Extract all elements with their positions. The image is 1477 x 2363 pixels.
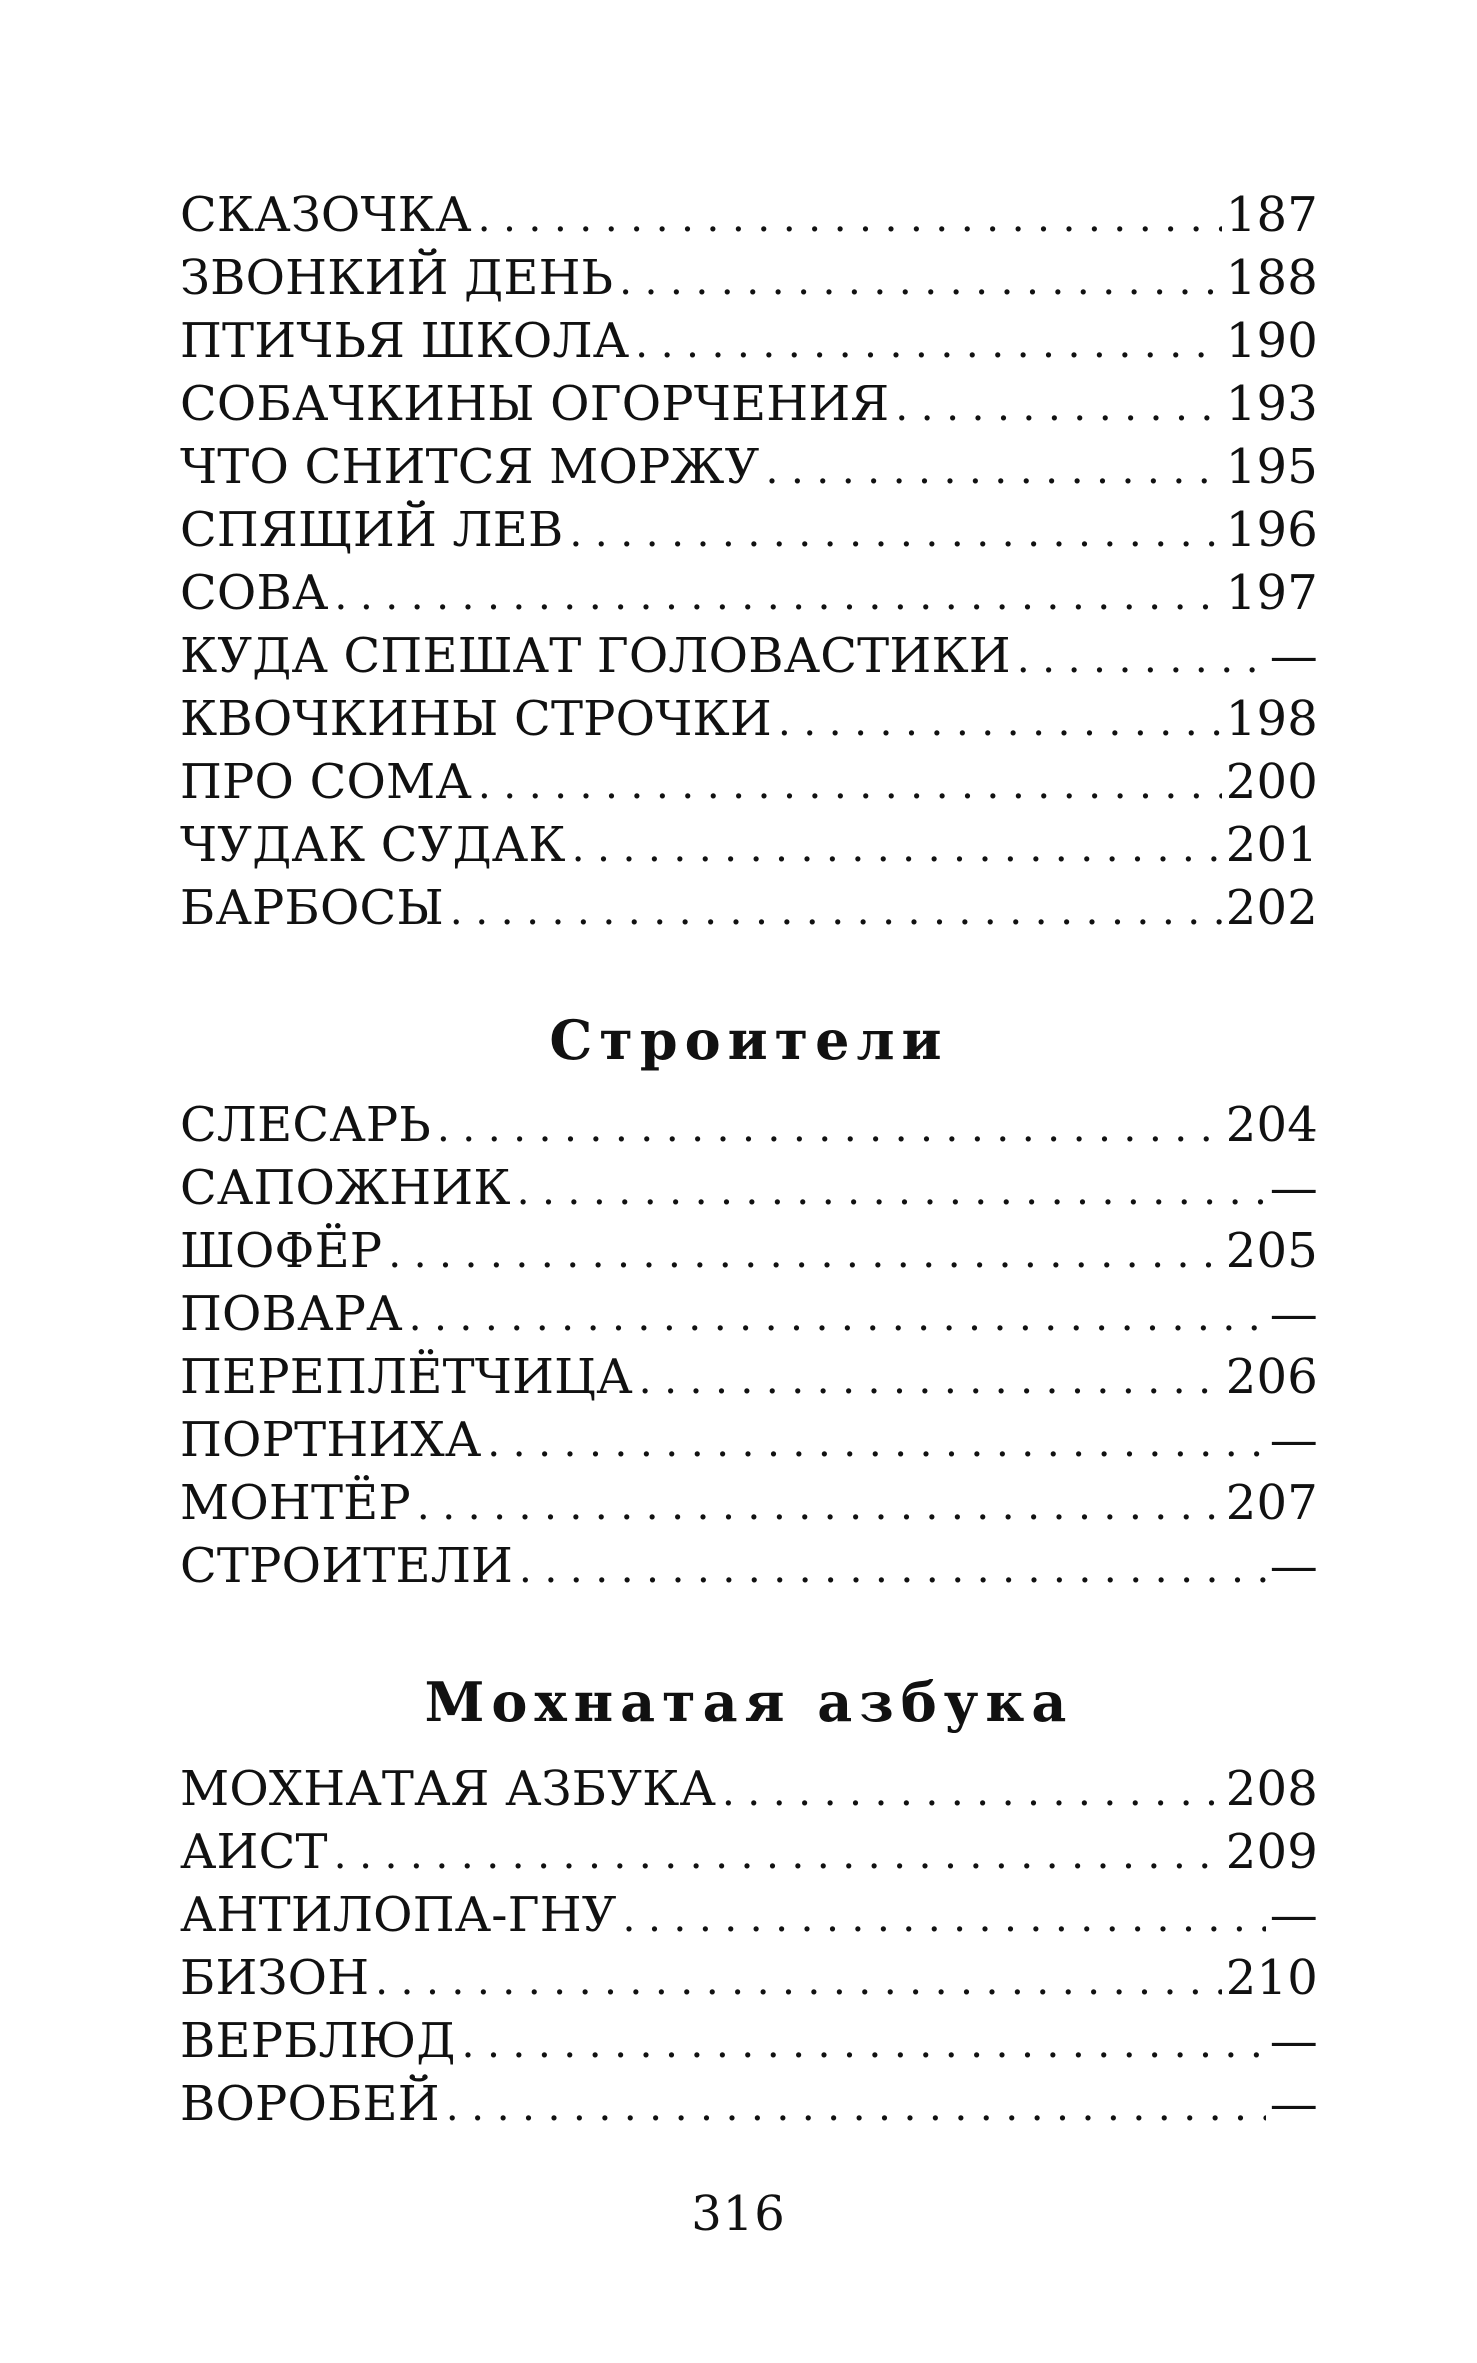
dot-leader	[478, 187, 1222, 250]
toc-entry-page: —	[1269, 1887, 1318, 1943]
toc-section-builders	[180, 1004, 1318, 1598]
toc-entry	[180, 814, 1318, 877]
toc-entry	[180, 1472, 1318, 1535]
toc-entry-page: —	[1269, 1412, 1318, 1468]
toc-entry-title: ПЕРЕПЛЁТЧИЦА	[180, 1349, 633, 1405]
dot-leader	[639, 1349, 1222, 1412]
toc-entry	[180, 877, 1318, 940]
toc-entry-page: —	[1269, 1538, 1318, 1594]
toc-entry	[180, 1346, 1318, 1409]
toc-entry-page: —	[1269, 2076, 1318, 2132]
dot-leader	[623, 1887, 1266, 1950]
dot-leader	[569, 502, 1221, 565]
toc-entry-page: 190	[1225, 313, 1318, 369]
toc-entry-page: 200	[1225, 754, 1318, 810]
toc-entry-page: 209	[1225, 1824, 1318, 1880]
toc-entry-page: 188	[1225, 250, 1318, 306]
toc-entry	[180, 1094, 1318, 1157]
toc-entry	[180, 2010, 1318, 2073]
section-heading: Мохнатая азбука	[424, 1670, 1074, 1734]
toc-entry-title: ЧУДАК СУДАК	[180, 817, 566, 873]
toc-entry-page: 198	[1225, 691, 1318, 747]
toc-entry-page: 204	[1225, 1097, 1318, 1153]
dot-leader	[437, 1097, 1222, 1160]
toc-entry-title: АИСТ	[180, 1824, 328, 1880]
toc-entry-title: ЗВОНКИЙ ДЕНЬ	[180, 250, 614, 306]
toc-entry-title: КВОЧКИНЫ СТРОЧКИ	[180, 691, 772, 747]
toc-entry-title: АНТИЛОПА-ГНУ	[180, 1887, 617, 1943]
dot-leader	[778, 691, 1222, 754]
toc-entry	[180, 1535, 1318, 1598]
toc-entry	[180, 1884, 1318, 1947]
dot-leader	[417, 1475, 1222, 1538]
dot-leader	[334, 1824, 1222, 1887]
toc-entry-page: 195	[1225, 439, 1318, 495]
toc-entry-title: БАРБОСЫ	[180, 880, 444, 936]
toc-entry-title: ВЕРБЛЮД	[180, 2013, 456, 2069]
toc-entry	[180, 1409, 1318, 1472]
toc-entry-title: СОБАЧКИНЫ ОГОРЧЕНИЯ	[180, 376, 890, 432]
dot-leader	[409, 1286, 1266, 1349]
toc-entry-title: МОХНАТАЯ АЗБУКА	[180, 1761, 716, 1817]
toc-entry-page: 210	[1225, 1950, 1318, 2006]
toc-entry-title: КУДА СПЕШАТ ГОЛОВАСТИКИ	[180, 628, 1011, 684]
toc-entry-page: —	[1269, 2013, 1318, 2069]
toc-entry-page: —	[1269, 628, 1318, 684]
dot-leader	[487, 1412, 1265, 1475]
toc-entry	[180, 1821, 1318, 1884]
toc-entry-page: 197	[1225, 565, 1318, 621]
toc-entry	[180, 562, 1318, 625]
dot-leader	[519, 1538, 1266, 1601]
toc-entry-title: ПТИЧЬЯ ШКОЛА	[180, 313, 630, 369]
toc-entry-page: 205	[1225, 1223, 1318, 1279]
toc-entry-page: 193	[1225, 376, 1318, 432]
toc-entry-page: 208	[1225, 1761, 1318, 1817]
toc-entry	[180, 373, 1318, 436]
toc-entry	[180, 688, 1318, 751]
toc-entry-title: БИЗОН	[180, 1950, 370, 2006]
toc-entry	[180, 1157, 1318, 1220]
toc-entry-title: СТРОИТЕЛИ	[180, 1538, 514, 1594]
toc-entry-page: 196	[1225, 502, 1318, 558]
toc-entry-title: ВОРОБЕЙ	[180, 2076, 440, 2132]
toc-entry	[180, 310, 1318, 373]
dot-leader	[446, 2076, 1266, 2139]
dot-leader	[572, 817, 1222, 880]
toc-entry	[180, 1283, 1318, 1346]
toc-entry	[180, 1220, 1318, 1283]
toc-entry-page: 187	[1225, 187, 1318, 243]
toc-entry	[180, 247, 1318, 310]
dot-leader	[635, 313, 1221, 376]
page-number: 316	[691, 2186, 786, 2242]
toc-entry	[180, 1758, 1318, 1821]
toc-entry-title: СПЯЩИЙ ЛЕВ	[180, 502, 564, 558]
toc-entry-page: 206	[1225, 1349, 1318, 1405]
dot-leader	[619, 250, 1222, 313]
dot-leader	[450, 880, 1222, 943]
toc-entry-title: ПРО СОМА	[180, 754, 472, 810]
toc-list	[180, 1758, 1318, 2136]
toc-entry-title: ПОРТНИХА	[180, 1412, 482, 1468]
toc-entry-title: СЛЕСАРЬ	[180, 1097, 431, 1153]
section-heading: Строители	[549, 1008, 949, 1072]
toc-entry	[180, 751, 1318, 814]
toc-entry-title: МОНТЁР	[180, 1475, 411, 1531]
toc-entry	[180, 436, 1318, 499]
toc-entry-title: СОВА	[180, 565, 329, 621]
toc-entry	[180, 625, 1318, 688]
toc-list	[180, 184, 1318, 940]
table-of-contents	[180, 184, 1318, 2136]
dot-leader	[388, 1223, 1221, 1286]
toc-entry-page: —	[1269, 1286, 1318, 1342]
toc-section-animals	[180, 184, 1318, 940]
dot-leader	[895, 376, 1221, 439]
toc-entry-title: ЧТО СНИТСЯ МОРЖУ	[180, 439, 760, 495]
toc-entry-title: ПОВАРА	[180, 1286, 403, 1342]
toc-list	[180, 1094, 1318, 1598]
toc-entry	[180, 184, 1318, 247]
dot-leader	[722, 1761, 1222, 1824]
dot-leader	[335, 565, 1222, 628]
toc-entry	[180, 499, 1318, 562]
toc-entry	[180, 2073, 1318, 2136]
toc-entry	[180, 1947, 1318, 2010]
dot-leader	[766, 439, 1222, 502]
toc-entry-page: 207	[1225, 1475, 1318, 1531]
toc-entry-page: 202	[1225, 880, 1318, 936]
toc-entry-page: 201	[1225, 817, 1318, 873]
toc-section-furry-alphabet	[180, 1666, 1318, 2136]
dot-leader	[462, 2013, 1266, 2076]
toc-entry-title: ШОФЁР	[180, 1223, 383, 1279]
toc-entry-title: СКАЗОЧКА	[180, 187, 472, 243]
dot-leader	[375, 1950, 1222, 2013]
toc-entry-page: —	[1269, 1160, 1318, 1216]
toc-entry-title: САПОЖНИК	[180, 1160, 511, 1216]
dot-leader	[517, 1160, 1266, 1223]
dot-leader	[1017, 628, 1266, 691]
dot-leader	[478, 754, 1222, 817]
